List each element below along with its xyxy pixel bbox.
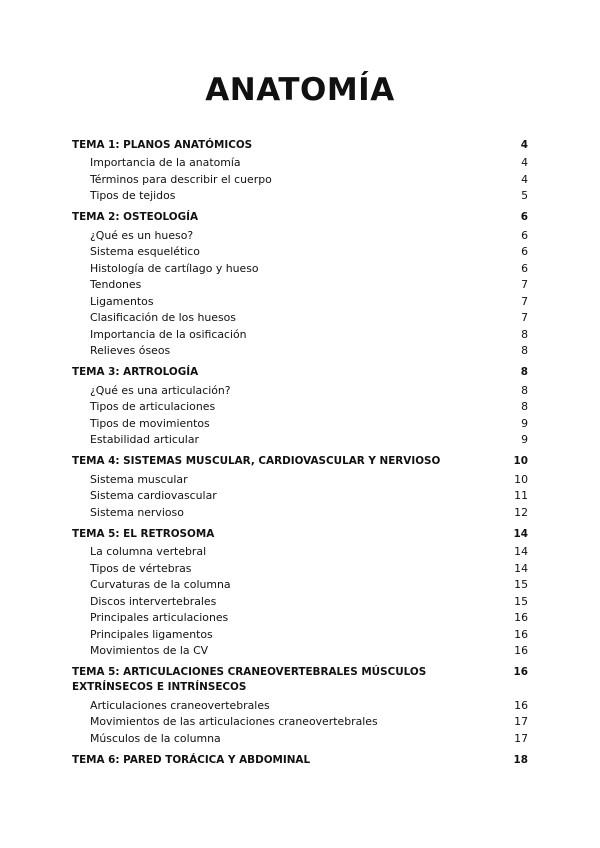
toc-section xyxy=(72,138,528,205)
section-title: TEMA 3: ARTROLOGÍA xyxy=(72,366,199,379)
toc-section xyxy=(72,365,528,448)
entry-page-number: 6 xyxy=(521,228,528,242)
toc-entry[interactable] xyxy=(72,327,528,344)
entry-label: Estabilidad articular xyxy=(90,433,199,447)
section-page-number: 16 xyxy=(513,666,528,679)
entry-label: Tipos de articulaciones xyxy=(90,400,216,414)
entry-label: Tipos de movimientos xyxy=(90,416,210,430)
section-page-number: 6 xyxy=(520,211,528,224)
toc-entry[interactable] xyxy=(72,544,528,561)
entry-label: Sistema cardiovascular xyxy=(90,489,217,503)
entry-label: Clasificación de los huesos xyxy=(90,311,236,325)
toc-entry[interactable] xyxy=(72,343,528,360)
entry-page-number: 16 xyxy=(514,611,528,625)
entry-page-number: 14 xyxy=(514,561,528,575)
entry-page-number: 16 xyxy=(514,698,528,712)
toc-entry[interactable] xyxy=(72,505,528,522)
entry-page-number: 8 xyxy=(521,344,528,358)
entry-page-number: 12 xyxy=(514,505,528,519)
toc-entry[interactable] xyxy=(72,277,528,294)
toc-entry[interactable] xyxy=(72,228,528,245)
toc-section xyxy=(72,527,528,660)
entry-page-number: 7 xyxy=(521,311,528,325)
entry-page-number: 16 xyxy=(514,644,528,658)
entry-page-number: 17 xyxy=(514,731,528,745)
entry-label: Tipos de vértebras xyxy=(90,561,192,575)
section-page-number: 18 xyxy=(513,753,528,766)
section-title: TEMA 5: EL RETROSOMA xyxy=(72,527,215,540)
toc-entry[interactable] xyxy=(72,172,528,189)
entry-label: Tendones xyxy=(90,278,142,292)
entry-label: Movimientos de las articulaciones craneovertebrales xyxy=(90,715,378,729)
entry-label: Articulaciones craneovertebrales xyxy=(90,698,270,712)
entry-label: Sistema muscular xyxy=(90,472,188,486)
toc-entry[interactable] xyxy=(72,698,528,715)
entry-page-number: 5 xyxy=(521,189,528,203)
toc-section-heading[interactable] xyxy=(72,527,528,542)
toc-section-heading[interactable] xyxy=(72,665,528,695)
entry-page-number: 4 xyxy=(521,156,528,170)
entry-page-number: 15 xyxy=(514,594,528,608)
entry-page-number: 16 xyxy=(514,627,528,641)
toc-entry[interactable] xyxy=(72,594,528,611)
section-title: TEMA 6: PARED TORÁCICA Y ABDOMINAL xyxy=(72,753,311,766)
entry-page-number: 11 xyxy=(514,489,528,503)
toc-entry[interactable] xyxy=(72,383,528,400)
section-title: TEMA 5: ARTICULACIONES CRANEOVERTEBRALES MÚSCULOS EXTRÍNSECOS E INTRÍNSECOS xyxy=(72,666,427,694)
toc-section-heading[interactable] xyxy=(72,753,528,768)
toc-section-heading[interactable] xyxy=(72,210,528,225)
toc-entry[interactable] xyxy=(72,561,528,578)
entry-page-number: 9 xyxy=(521,416,528,430)
entry-page-number: 17 xyxy=(514,715,528,729)
toc-entry[interactable] xyxy=(72,188,528,205)
section-page-number: 14 xyxy=(513,527,528,540)
section-page-number: 4 xyxy=(520,139,528,151)
entry-label: Términos para describir el cuerpo xyxy=(90,172,272,186)
toc-section xyxy=(72,753,528,768)
entry-label: Curvaturas de la columna xyxy=(90,578,231,592)
table-of-contents xyxy=(72,138,528,774)
entry-label: Músculos de la columna xyxy=(90,731,221,745)
entry-label: Discos intervertebrales xyxy=(90,594,217,608)
entry-label: Tipos de tejidos xyxy=(90,189,176,203)
toc-entry[interactable] xyxy=(72,261,528,278)
entry-page-number: 7 xyxy=(521,278,528,292)
toc-entry[interactable] xyxy=(72,714,528,731)
section-title: TEMA 1: PLANOS ANATÓMICOS xyxy=(72,139,253,151)
entry-label: Importancia de la anatomía xyxy=(90,156,241,170)
toc-entry[interactable] xyxy=(72,627,528,644)
toc-entry[interactable] xyxy=(72,294,528,311)
toc-entry[interactable] xyxy=(72,244,528,261)
entry-page-number: 14 xyxy=(514,545,528,559)
entry-label: ¿Qué es un hueso? xyxy=(90,228,194,242)
entry-label: Principales articulaciones xyxy=(90,611,229,625)
entry-page-number: 15 xyxy=(514,578,528,592)
entry-page-number: 6 xyxy=(521,245,528,259)
toc-section-heading[interactable] xyxy=(72,365,528,380)
entry-page-number: 6 xyxy=(521,261,528,275)
document-title: ANATOMÍA xyxy=(205,72,395,108)
toc-entry[interactable] xyxy=(72,488,528,505)
entry-label: Importancia de la osificación xyxy=(90,327,247,341)
entry-page-number: 8 xyxy=(521,327,528,341)
toc-entry[interactable] xyxy=(72,310,528,327)
section-title: TEMA 2: OSTEOLOGÍA xyxy=(72,211,199,224)
entry-page-number: 8 xyxy=(521,400,528,414)
toc-entry[interactable] xyxy=(72,155,528,172)
toc-section xyxy=(72,454,528,521)
section-title: TEMA 4: SISTEMAS MUSCULAR, CARDIOVASCULAR Y NERVIOSO xyxy=(72,455,441,468)
section-page-number: 8 xyxy=(520,366,528,379)
entry-label: Principales ligamentos xyxy=(90,627,213,641)
entry-label: La columna vertebral xyxy=(90,545,207,559)
entry-label: Histología de cartílago y hueso xyxy=(90,261,259,275)
toc-section-heading[interactable] xyxy=(72,454,528,469)
toc-entry[interactable] xyxy=(72,643,528,660)
entry-page-number: 10 xyxy=(514,472,528,486)
entry-label: Movimientos de la CV xyxy=(90,644,209,658)
entry-label: Sistema nervioso xyxy=(90,505,184,519)
toc-entry[interactable] xyxy=(72,731,528,748)
toc-entry[interactable] xyxy=(72,399,528,416)
entry-label: Sistema esquelético xyxy=(90,245,200,259)
toc-section-heading[interactable] xyxy=(72,138,528,153)
section-page-number: 10 xyxy=(513,455,528,468)
entry-label: ¿Qué es una articulación? xyxy=(90,383,231,397)
entry-label: Relieves óseos xyxy=(90,344,171,358)
entry-page-number: 9 xyxy=(521,433,528,447)
entry-page-number: 7 xyxy=(521,294,528,308)
entry-page-number: 4 xyxy=(521,172,528,186)
toc-section xyxy=(72,210,528,359)
entry-label: Ligamentos xyxy=(90,294,154,308)
toc-entry[interactable] xyxy=(72,472,528,489)
toc-entry[interactable] xyxy=(72,416,528,433)
entry-page-number: 8 xyxy=(521,383,528,397)
toc-entry[interactable] xyxy=(72,432,528,449)
toc-entry[interactable] xyxy=(72,577,528,594)
toc-section xyxy=(72,665,528,747)
toc-entry[interactable] xyxy=(72,610,528,627)
